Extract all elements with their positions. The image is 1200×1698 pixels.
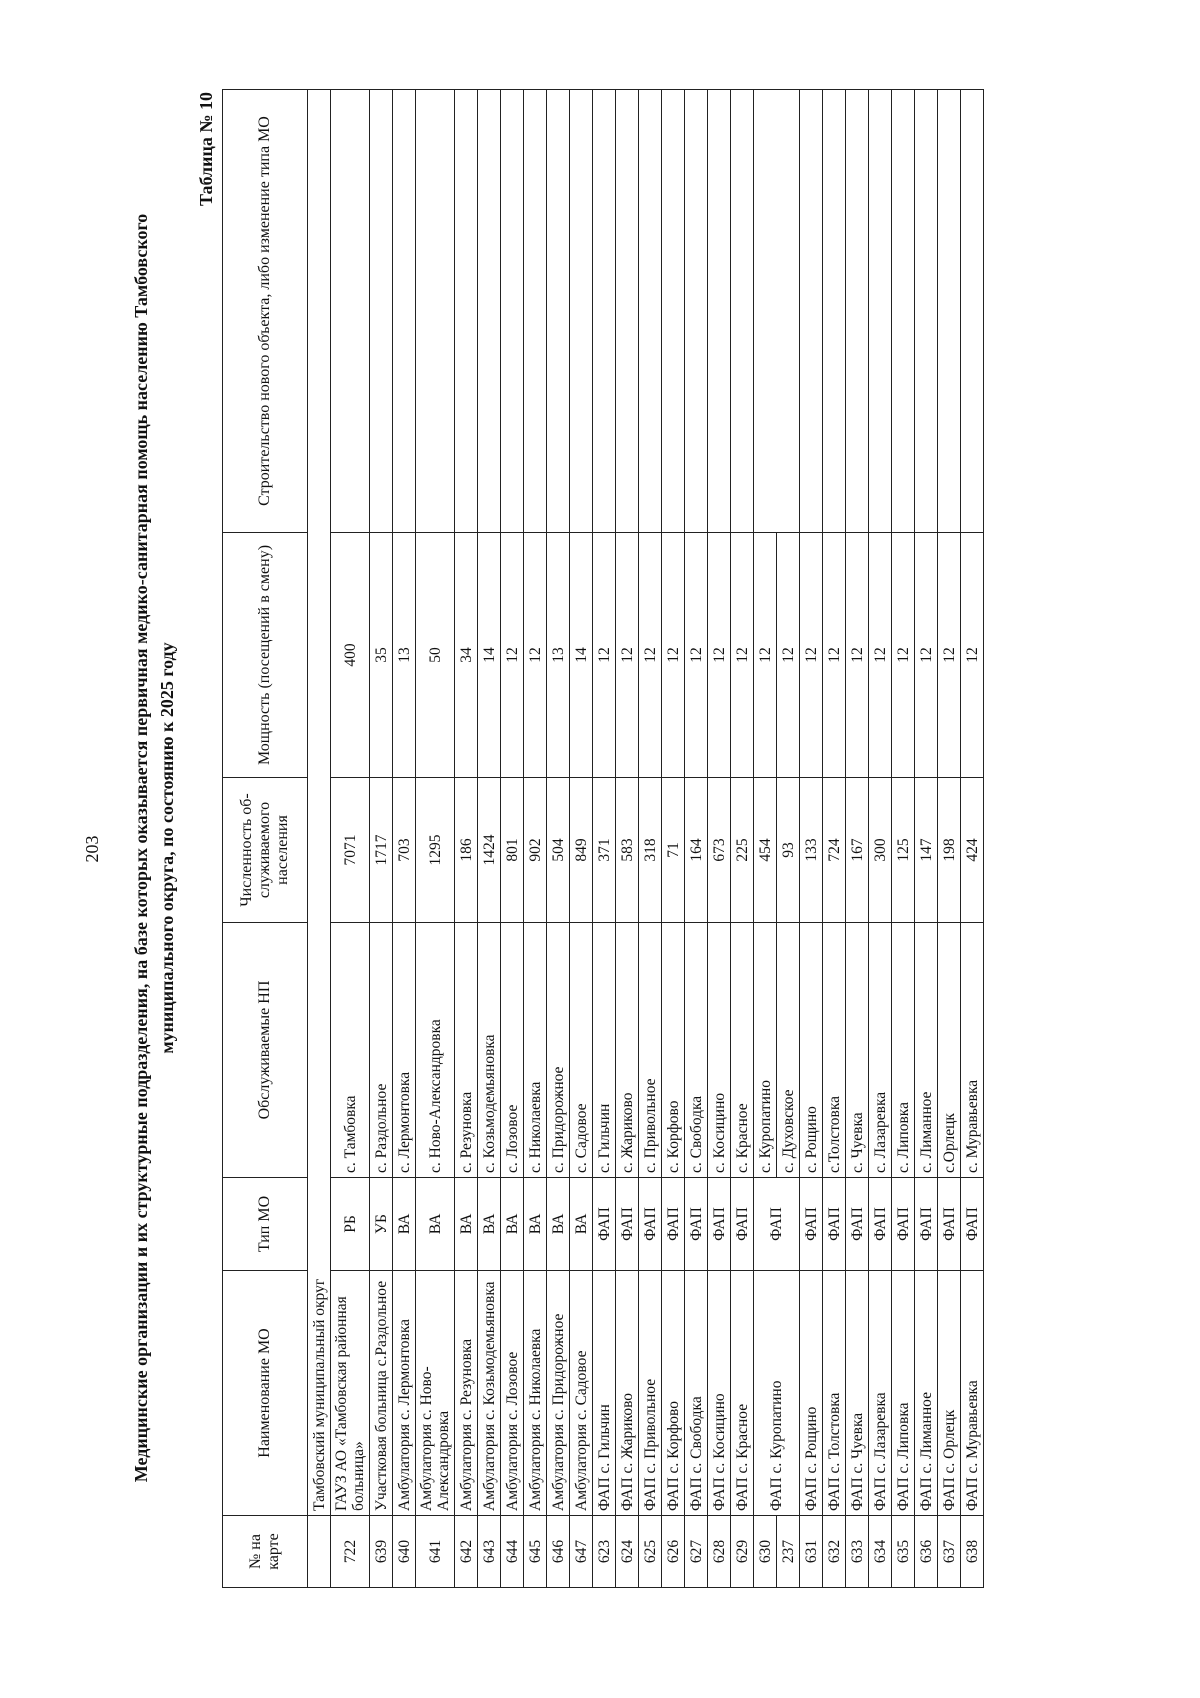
- cell-type: ВА: [455, 1178, 478, 1271]
- cell-population: 300: [869, 778, 892, 923]
- cell-construction: [416, 90, 455, 533]
- cell-capacity: 12: [662, 533, 685, 778]
- cell-settlement: с. Гильчин: [593, 923, 616, 1178]
- cell-capacity: 14: [570, 533, 593, 778]
- table-row: [800, 90, 823, 1588]
- cell-construction: [708, 90, 731, 533]
- cell-type: ФАП: [708, 1178, 731, 1271]
- cell-settlement: с. Лазаревка: [869, 923, 892, 1178]
- cell-num: 640: [393, 1516, 416, 1588]
- cell-type: ФАП: [800, 1178, 823, 1271]
- table-row: [938, 90, 961, 1588]
- cell-num: 639: [370, 1516, 393, 1588]
- cell-type: ФАП: [869, 1178, 892, 1271]
- cell-settlement: с. Жариково: [616, 923, 639, 1178]
- cell-settlement: с. Красное: [731, 923, 754, 1178]
- cell-capacity: 12: [961, 533, 984, 778]
- cell-settlement: с. Косицино: [708, 923, 731, 1178]
- cell-settlement: с. Привольное: [639, 923, 662, 1178]
- cell-num: 632: [823, 1516, 846, 1588]
- cell-name: ФАП с. Косицино: [708, 1271, 731, 1516]
- header-capacity: Мощность (посещений в смену): [223, 533, 308, 778]
- cell-num: 626: [662, 1516, 685, 1588]
- cell-name: Амбулатория с. Садовое: [570, 1271, 593, 1516]
- table-body: [308, 90, 984, 1588]
- cell-settlement: с. Ново-Александровка: [416, 923, 455, 1178]
- cell-construction: [455, 90, 478, 533]
- cell-capacity: 12: [800, 533, 823, 778]
- cell-construction: [685, 90, 708, 533]
- title-line-2: муниципального округа, по состоянию к 2025 году: [157, 642, 177, 1054]
- cell-settlement: с. Липовка: [892, 923, 915, 1178]
- cell-name: Амбулатория с. Николаевка: [524, 1271, 547, 1516]
- cell-population: 133: [800, 778, 823, 923]
- cell-settlement: с. Лозовое: [501, 923, 524, 1178]
- cell-num: 644: [501, 1516, 524, 1588]
- cell-construction: [731, 90, 754, 533]
- cell-construction: [593, 90, 616, 533]
- cell-type: ФАП: [892, 1178, 915, 1271]
- cell-settlement: с. Козьмодемьяновка: [478, 923, 501, 1178]
- cell-construction: [639, 90, 662, 533]
- cell-construction: [616, 90, 639, 533]
- cell-capacity: 400: [331, 533, 370, 778]
- cell-num: 625: [639, 1516, 662, 1588]
- cell-settlement: с. Лиманное: [915, 923, 938, 1178]
- cell-capacity: 34: [455, 533, 478, 778]
- cell-population: 454: [754, 778, 777, 923]
- title-line-1: Медицинские организации и их структурные подразделения, на базе которых оказывается первичная медико-санитарная помощь населению Тамбовского: [131, 213, 151, 1483]
- cell-capacity: 12: [524, 533, 547, 778]
- cell-population: 147: [915, 778, 938, 923]
- table-row: [708, 90, 731, 1588]
- cell-capacity: 12: [593, 533, 616, 778]
- cell-name: ФАП с. Свободка: [685, 1271, 708, 1516]
- cell-type: ФАП: [823, 1178, 846, 1271]
- cell-type: ВА: [416, 1178, 455, 1271]
- table-row: [455, 90, 478, 1588]
- cell-name: ФАП с. Лазаревка: [869, 1271, 892, 1516]
- header-name: Наименование МО: [223, 1271, 308, 1516]
- cell-capacity: 12: [754, 533, 777, 778]
- cell-construction: [869, 90, 892, 533]
- cell-settlement: с. Раздольное: [370, 923, 393, 1178]
- cell-type: ВА: [524, 1178, 547, 1271]
- group-row: [308, 90, 331, 1588]
- cell-construction: [823, 90, 846, 533]
- cell-num: 638: [961, 1516, 984, 1588]
- cell-capacity: 12: [731, 533, 754, 778]
- cell-name: ФАП с. Гильчин: [593, 1271, 616, 1516]
- cell-num: 643: [478, 1516, 501, 1588]
- cell-settlement: с. Николаевка: [524, 923, 547, 1178]
- cell-name: ФАП с. Рощино: [800, 1271, 823, 1516]
- cell-population: 167: [846, 778, 869, 923]
- cell-name: Амбулатория с. Ново-Александровка: [416, 1271, 455, 1516]
- cell-population: 424: [961, 778, 984, 923]
- cell-type: ФАП: [731, 1178, 754, 1271]
- cell-capacity: 35: [370, 533, 393, 778]
- cell-construction: [331, 90, 370, 533]
- cell-capacity: 12: [616, 533, 639, 778]
- cell-capacity: 12: [777, 533, 800, 778]
- cell-name: ФАП с. Липовка: [892, 1271, 915, 1516]
- cell-population: 71: [662, 778, 685, 923]
- cell-type: ФАП: [846, 1178, 869, 1271]
- cell-capacity: 50: [416, 533, 455, 778]
- cell-num: 628: [708, 1516, 731, 1588]
- table-row: [892, 90, 915, 1588]
- cell-num: 642: [455, 1516, 478, 1588]
- cell-population: 371: [593, 778, 616, 923]
- table-row: [731, 90, 754, 1588]
- cell-capacity: 12: [892, 533, 915, 778]
- cell-capacity: 14: [478, 533, 501, 778]
- table-row: [846, 90, 869, 1588]
- cell-capacity: 12: [639, 533, 662, 778]
- cell-name: Амбулатория с. Козьмодемьяновка: [478, 1271, 501, 1516]
- cell-name: ФАП с. Корфово: [662, 1271, 685, 1516]
- table-row: [416, 90, 455, 1588]
- cell-construction: [524, 90, 547, 533]
- cell-population: 186: [455, 778, 478, 923]
- cell-settlement: с. Свободка: [685, 923, 708, 1178]
- cell-capacity: 12: [846, 533, 869, 778]
- cell-construction: [915, 90, 938, 533]
- cell-num: 237: [777, 1516, 800, 1588]
- cell-num: 646: [547, 1516, 570, 1588]
- table-row: [915, 90, 938, 1588]
- cell-population: 93: [777, 778, 800, 923]
- cell-name: Амбулатория с. Лермонтовка: [393, 1271, 416, 1516]
- cell-name: ФАП с. Куропатино: [754, 1271, 800, 1516]
- cell-population: 125: [892, 778, 915, 923]
- cell-construction: [393, 90, 416, 533]
- table-row: [823, 90, 846, 1588]
- table-header-row: [223, 90, 308, 1588]
- cell-construction: [662, 90, 685, 533]
- table-row: [478, 90, 501, 1588]
- table-row: [961, 90, 984, 1588]
- cell-type: ВА: [570, 1178, 593, 1271]
- cell-settlement: с. Резуновка: [455, 923, 478, 1178]
- cell-num: 630: [754, 1516, 777, 1588]
- cell-population: 849: [570, 778, 593, 923]
- cell-capacity: 13: [393, 533, 416, 778]
- cell-num: 645: [524, 1516, 547, 1588]
- table-row: [685, 90, 708, 1588]
- cell-settlement: с. Корфово: [662, 923, 685, 1178]
- cell-construction: [961, 90, 984, 533]
- cell-num: 631: [800, 1516, 823, 1588]
- table-label: Таблица № 10: [196, 92, 216, 207]
- cell-capacity: 12: [708, 533, 731, 778]
- cell-settlement: с. Рощино: [800, 923, 823, 1178]
- cell-settlement: с. Тамбовка: [331, 923, 370, 1178]
- table-row: [593, 90, 616, 1588]
- cell-population: 1295: [416, 778, 455, 923]
- cell-construction: [938, 90, 961, 533]
- cell-construction: [846, 90, 869, 533]
- cell-population: 504: [547, 778, 570, 923]
- cell-capacity: 12: [915, 533, 938, 778]
- cell-capacity: 12: [938, 533, 961, 778]
- table-row: [662, 90, 685, 1588]
- header-construction: Строительство нового объекта, либо изменение типа МО: [223, 90, 308, 533]
- cell-num: 634: [869, 1516, 892, 1588]
- cell-construction: [501, 90, 524, 533]
- cell-num: 627: [685, 1516, 708, 1588]
- cell-population: 1424: [478, 778, 501, 923]
- cell-construction: [570, 90, 593, 533]
- header-settlements: Обслуживаемые НП: [223, 923, 308, 1178]
- cell-population: 801: [501, 778, 524, 923]
- cell-name: ФАП с. Привольное: [639, 1271, 662, 1516]
- cell-type: ФАП: [593, 1178, 616, 1271]
- cell-capacity: 13: [547, 533, 570, 778]
- page-number: 203: [82, 835, 102, 863]
- table-row: [370, 90, 393, 1588]
- cell-name: ФАП с. Лиманное: [915, 1271, 938, 1516]
- cell-name: ФАП с. Муравьевка: [961, 1271, 984, 1516]
- cell-num: 636: [915, 1516, 938, 1588]
- cell-name: ГАУЗ АО «Тамбовская районная больница»: [331, 1271, 370, 1516]
- cell-population: 225: [731, 778, 754, 923]
- cell-settlement: с. Чуевка: [846, 923, 869, 1178]
- cell-population: 7071: [331, 778, 370, 923]
- table-row: [869, 90, 892, 1588]
- cell-construction: [478, 90, 501, 533]
- cell-population: 724: [823, 778, 846, 923]
- cell-capacity: 12: [501, 533, 524, 778]
- cell-num: 641: [416, 1516, 455, 1588]
- cell-capacity: 12: [823, 533, 846, 778]
- cell-population: 583: [616, 778, 639, 923]
- cell-population: 673: [708, 778, 731, 923]
- group-title: Тамбовский муниципальный округ: [308, 90, 331, 1516]
- cell-population: 703: [393, 778, 416, 923]
- cell-name: ФАП с. Орлецк: [938, 1271, 961, 1516]
- table-row: [524, 90, 547, 1588]
- table-row: [547, 90, 570, 1588]
- cell-capacity: 12: [869, 533, 892, 778]
- cell-num: 623: [593, 1516, 616, 1588]
- cell-name: ФАП с. Чуевка: [846, 1271, 869, 1516]
- cell-settlement: с.Орлецк: [938, 923, 961, 1178]
- cell-type: ВА: [478, 1178, 501, 1271]
- cell-settlement: с.Толстовка: [823, 923, 846, 1178]
- cell-construction: [370, 90, 393, 533]
- cell-name: Амбулатория с. Резуновка: [455, 1271, 478, 1516]
- table-row: [501, 90, 524, 1588]
- cell-population: 902: [524, 778, 547, 923]
- cell-num: 629: [731, 1516, 754, 1588]
- header-num: № на карте: [223, 1516, 308, 1588]
- cell-name: Амбулатория с. Придорожное: [547, 1271, 570, 1516]
- cell-construction: [892, 90, 915, 533]
- table-row: [616, 90, 639, 1588]
- cell-type: ФАП: [685, 1178, 708, 1271]
- cell-type: ВА: [501, 1178, 524, 1271]
- cell-population: 164: [685, 778, 708, 923]
- cell-population: 318: [639, 778, 662, 923]
- table-row: [754, 90, 777, 1588]
- cell-settlement: с. Садовое: [570, 923, 593, 1178]
- cell-type: УБ: [370, 1178, 393, 1271]
- cell-type: ВА: [393, 1178, 416, 1271]
- header-population: Численность об-служиваемого населения: [223, 778, 308, 923]
- cell-type: ФАП: [961, 1178, 984, 1271]
- cell-settlement: с. Духовское: [777, 923, 800, 1178]
- table-row: [331, 90, 370, 1588]
- cell-name: ФАП с. Жариково: [616, 1271, 639, 1516]
- cell-settlement: с. Куропатино: [754, 923, 777, 1178]
- cell-type: ФАП: [754, 1178, 800, 1271]
- cell-construction: [547, 90, 570, 533]
- cell-construction: [800, 90, 823, 533]
- cell-settlement: с. Лермонтовка: [393, 923, 416, 1178]
- cell-name: Участковая больница с.Раздольное: [370, 1271, 393, 1516]
- cell-construction: [754, 90, 800, 533]
- cell-settlement: с. Муравьевка: [961, 923, 984, 1178]
- cell-population: 1717: [370, 778, 393, 923]
- cell-capacity: 12: [685, 533, 708, 778]
- cell-type: ФАП: [915, 1178, 938, 1271]
- cell-name: ФАП с. Красное: [731, 1271, 754, 1516]
- table-row: [639, 90, 662, 1588]
- cell-population: 198: [938, 778, 961, 923]
- cell-type: ВА: [547, 1178, 570, 1271]
- cell-num: 633: [846, 1516, 869, 1588]
- cell-num: 637: [938, 1516, 961, 1588]
- document-title: [128, 118, 180, 1578]
- cell-type: ФАП: [938, 1178, 961, 1271]
- cell-settlement: с. Придорожное: [547, 923, 570, 1178]
- cell-name: Амбулатория с. Лозовое: [501, 1271, 524, 1516]
- cell-name: ФАП с. Толстовка: [823, 1271, 846, 1516]
- cell-type: ФАП: [662, 1178, 685, 1271]
- table-row: [393, 90, 416, 1588]
- cell-num: 722: [331, 1516, 370, 1588]
- cell-type: ФАП: [616, 1178, 639, 1271]
- cell-type: ФАП: [639, 1178, 662, 1271]
- cell-type: РБ: [331, 1178, 370, 1271]
- cell-num: 624: [616, 1516, 639, 1588]
- cell-num: 635: [892, 1516, 915, 1588]
- header-type: Тип МО: [223, 1178, 308, 1271]
- table-row: [570, 90, 593, 1588]
- medical-organizations-table: [222, 89, 984, 1588]
- cell-num: 647: [570, 1516, 593, 1588]
